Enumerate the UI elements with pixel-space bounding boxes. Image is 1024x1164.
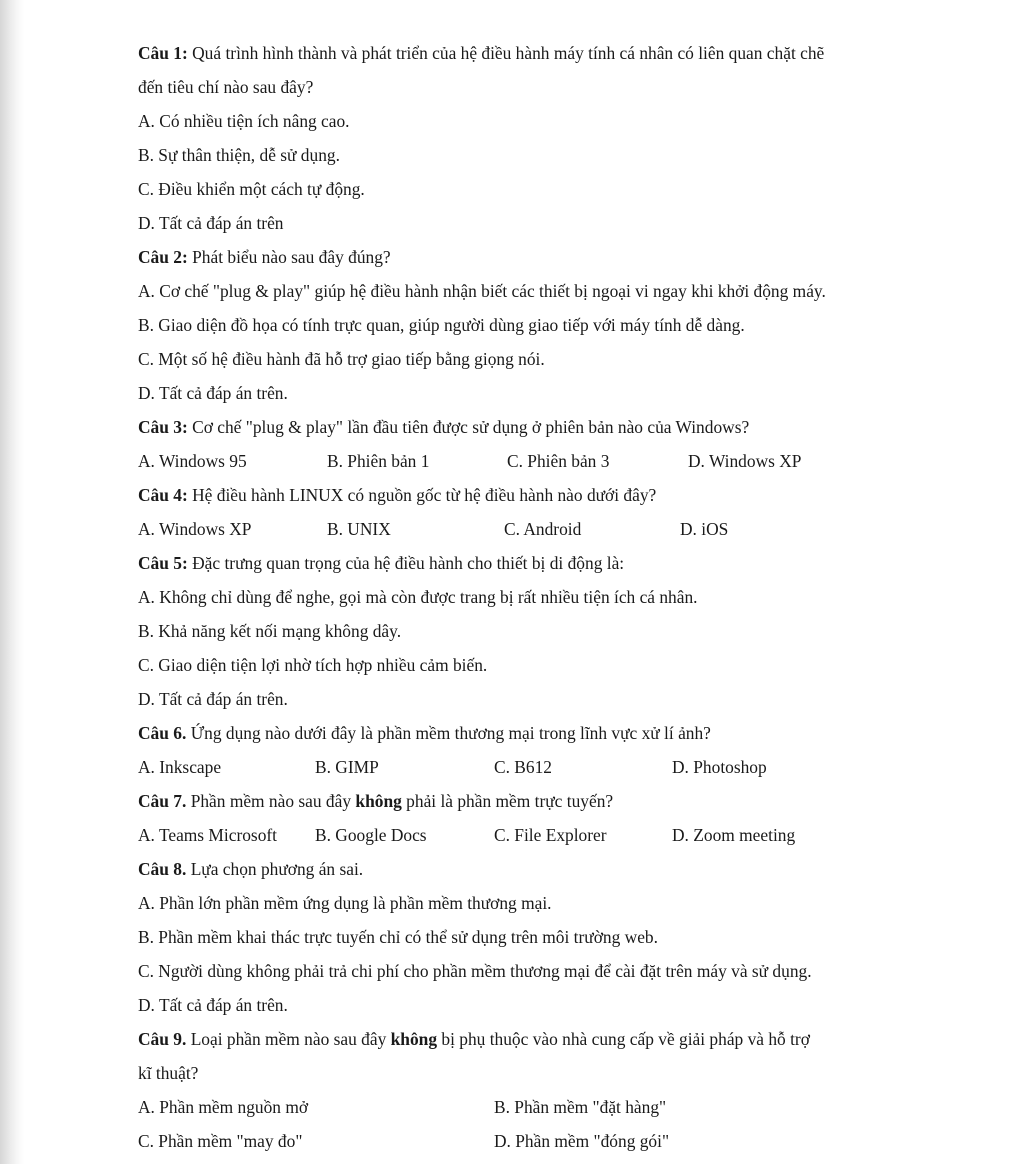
- question-4-option-d: D. iOS: [680, 519, 729, 539]
- question-4: [138, 485, 656, 505]
- question-8-option-c: C. Người dùng không phải trả chi phí cho phần mềm thương mại để cài đặt trên máy và sử dụng.: [138, 961, 812, 981]
- question-7-text-after: phải là phần mềm trực tuyến?: [406, 791, 614, 811]
- question-4-option-b: B. UNIX: [327, 519, 391, 539]
- question-9: [138, 1029, 810, 1049]
- question-6: [138, 723, 711, 743]
- question-7-label: Câu 7.: [138, 791, 187, 811]
- question-3-options: [138, 451, 898, 471]
- question-7-text-bold: không: [355, 791, 402, 811]
- question-2-option-b: B. Giao diện đồ họa có tính trực quan, giúp người dùng giao tiếp với máy tính dễ dàng.: [138, 315, 745, 335]
- question-3-label: Câu 3:: [138, 417, 188, 437]
- question-5-option-c: C. Giao diện tiện lợi nhờ tích hợp nhiều cảm biến.: [138, 655, 488, 675]
- question-2-option-c: C. Một số hệ điều hành đã hỗ trợ giao tiếp bằng giọng nói.: [138, 349, 545, 369]
- question-1-text-continued: đến tiêu chí nào sau đây?: [138, 77, 314, 97]
- question-2-label: Câu 2:: [138, 247, 188, 267]
- question-6-label: Câu 6.: [138, 723, 187, 743]
- question-5-option-b: B. Khả năng kết nối mạng không dây.: [138, 621, 402, 641]
- question-1: [138, 43, 824, 63]
- question-3-text: Cơ chế "plug & play" lần đầu tiên được sử dụng ở phiên bản nào của Windows?: [192, 417, 750, 437]
- question-2-option-d: D. Tất cả đáp án trên.: [138, 383, 288, 403]
- question-3-option-c: C. Phiên bản 3: [507, 451, 610, 471]
- question-5-option-d: D. Tất cả đáp án trên.: [138, 689, 288, 709]
- question-9-options-row-1: [138, 1097, 898, 1117]
- question-7-text-before: Phần mềm nào sau đây: [190, 791, 352, 811]
- question-6-option-b: B. GIMP: [315, 757, 379, 777]
- question-6-option-a: A. Inkscape: [138, 757, 222, 777]
- question-5-text: Đặc trưng quan trọng của hệ điều hành cho thiết bị di động là:: [192, 553, 625, 573]
- question-7-option-c: C. File Explorer: [494, 825, 607, 845]
- question-7-option-a: A. Teams Microsoft: [138, 825, 278, 845]
- question-6-option-c: C. B612: [494, 757, 552, 777]
- question-6-text: Ứng dụng nào dưới đây là phần mềm thương mại trong lĩnh vực xử lí ảnh?: [190, 723, 711, 743]
- question-7-option-b: B. Google Docs: [315, 825, 427, 845]
- question-4-options: [138, 519, 898, 539]
- question-4-label: Câu 4:: [138, 485, 188, 505]
- question-1-option-d: D. Tất cả đáp án trên: [138, 213, 284, 233]
- question-1-option-a: A. Có nhiều tiện ích nâng cao.: [138, 111, 350, 131]
- question-8-text: Lựa chọn phương án sai.: [190, 859, 364, 879]
- question-5-label: Câu 5:: [138, 553, 188, 573]
- question-5: [138, 553, 624, 573]
- question-9-option-a: A. Phần mềm nguồn mở: [138, 1097, 309, 1117]
- question-9-text-continued: kĩ thuật?: [138, 1063, 199, 1083]
- question-3-option-a: A. Windows 95: [138, 451, 247, 471]
- question-8: [138, 859, 363, 879]
- question-5-option-a: A. Không chỉ dùng để nghe, gọi mà còn được trang bị rất nhiều tiện ích cá nhân.: [138, 587, 698, 607]
- question-8-option-b: B. Phần mềm khai thác trực tuyến chỉ có thể sử dụng trên môi trường web.: [138, 927, 658, 947]
- question-9-text-after: bị phụ thuộc vào nhà cung cấp về giải pháp và hỗ trợ: [441, 1029, 810, 1049]
- question-6-option-d: D. Photoshop: [672, 757, 767, 777]
- question-9-text-before: Loại phần mềm nào sau đây: [190, 1029, 387, 1049]
- question-9-text-bold: không: [390, 1029, 438, 1049]
- question-1-option-c: C. Điều khiển một cách tự động.: [138, 179, 365, 199]
- question-2-option-a: A. Cơ chế "plug & play" giúp hệ điều hành nhận biết các thiết bị ngoại vi ngay khi khởi động máy.: [138, 281, 826, 301]
- question-4-text: Hệ điều hành LINUX có nguồn gốc từ hệ điều hành nào dưới đây?: [192, 485, 657, 505]
- question-4-option-c: C. Android: [504, 519, 582, 539]
- question-8-option-d: D. Tất cả đáp án trên.: [138, 995, 288, 1015]
- question-6-options: [138, 757, 898, 777]
- question-3: [138, 417, 749, 437]
- question-2: [138, 247, 391, 267]
- question-9-option-b: B. Phần mềm "đặt hàng": [494, 1097, 667, 1117]
- question-2-text: Phát biểu nào sau đây đúng?: [192, 247, 391, 267]
- question-7-option-d: D. Zoom meeting: [672, 825, 796, 845]
- question-1-label: Câu 1:: [138, 43, 188, 63]
- question-3-option-d: D. Windows XP: [688, 451, 802, 471]
- question-1-text: Quá trình hình thành và phát triển của hệ điều hành máy tính cá nhân có liên quan chặt chẽ: [192, 43, 825, 63]
- question-8-option-a: A. Phần lớn phần mềm ứng dụng là phần mềm thương mại.: [138, 893, 552, 913]
- question-9-option-d: D. Phần mềm "đóng gói": [494, 1131, 670, 1151]
- question-9-options-row-2: [138, 1131, 898, 1151]
- question-8-label: Câu 8.: [138, 859, 187, 879]
- question-4-option-a: A. Windows XP: [138, 519, 252, 539]
- question-7-options: [138, 825, 898, 845]
- question-7: [138, 791, 613, 811]
- question-9-option-c: C. Phần mềm "may đo": [138, 1131, 303, 1151]
- question-9-label: Câu 9.: [138, 1029, 187, 1049]
- question-1-option-b: B. Sự thân thiện, dễ sử dụng.: [138, 145, 340, 165]
- question-3-option-b: B. Phiên bản 1: [327, 451, 430, 471]
